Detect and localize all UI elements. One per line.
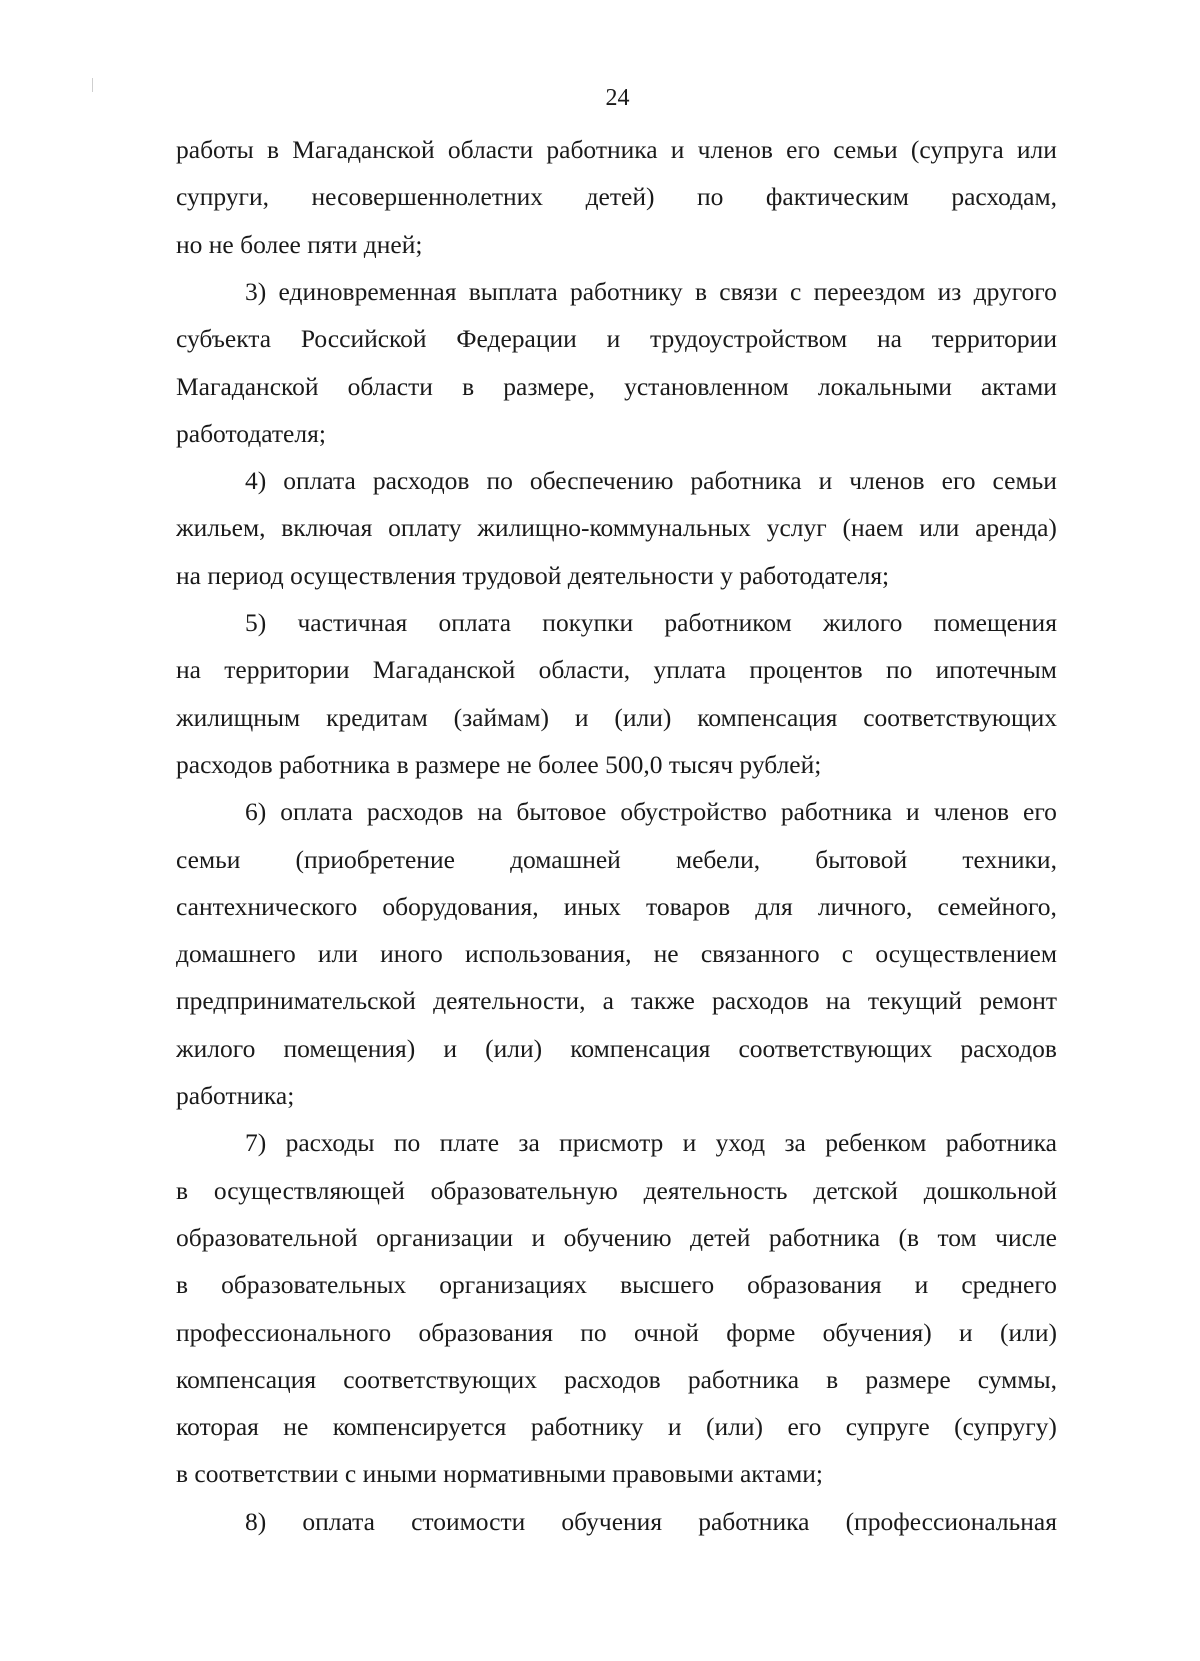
text-line: в образовательных организациях высшего образования и среднего xyxy=(176,1270,1057,1300)
text-line: 4) оплата расходов по обеспечению работника и членов его семьи xyxy=(245,466,1057,496)
text-line: 5) частичная оплата покупки работником жилого помещения xyxy=(245,608,1057,637)
text-line: компенсация соответствующих расходов работника в размере суммы, xyxy=(176,1364,1057,1394)
text-line: профессионального образования по очной форме обучения) и (или) xyxy=(176,1317,1057,1347)
text-line: 6) оплата расходов на бытовое обустройство работника и членов его xyxy=(245,797,1057,827)
text-line: семьи (приобретение домашней мебели, бытовой техники, xyxy=(176,844,1057,874)
text-line: в осуществляющей образовательную деятельность детской дошкольной xyxy=(176,1175,1057,1205)
text-line: жилищным кредитам (займам) и (или) компенсация соответствующих xyxy=(176,702,1057,732)
text-line: работодателя; xyxy=(176,418,326,448)
text-line: 8) оплата стоимости обучения работника (профессиональная xyxy=(245,1506,1057,1536)
text-line: в соответствии с иными нормативными правовыми актами; xyxy=(176,1459,823,1489)
text-line: на период осуществления трудовой деятельности у работодателя; xyxy=(176,560,890,590)
text-line: субъекта Российской Федерации и трудоустройством на территории xyxy=(176,324,1057,354)
text-line: которая не компенсируется работнику и (или) его супруге (супругу) xyxy=(176,1412,1057,1442)
text-line: Магаданской области в размере, установленном локальными актами xyxy=(176,371,1057,401)
text-line: расходов работника в размере не более 500,0 тысяч рублей; xyxy=(176,749,822,779)
text-line: жилого помещения) и (или) компенсация соответствующих расходов xyxy=(176,1033,1057,1063)
text-line: сантехнического оборудования, иных товаров для личного, семейного, xyxy=(176,891,1057,921)
text-line: супруги, несовершеннолетних детей) по фактическим расходам, xyxy=(176,182,1057,212)
text-line: образовательной организации и обучению детей работника (в том числе xyxy=(176,1222,1057,1252)
text-line: жильем, включая оплату жилищно-коммунальных услуг (наем или аренда) xyxy=(176,513,1057,543)
text-line: 7) расходы по плате за присмотр и уход за ребенком работника xyxy=(245,1128,1057,1158)
text-line: 3) единовременная выплата работнику в связи с переездом из другого xyxy=(245,276,1057,306)
text-line: домашнего или иного использования, не связанного с осуществлением xyxy=(176,939,1057,969)
page-number: 24 xyxy=(605,85,630,111)
text-line: работы в Магаданской области работника и членов его семьи (супруга или xyxy=(176,135,1057,164)
text-line: но не более пяти дней; xyxy=(176,229,423,259)
text-line: работника; xyxy=(176,1081,295,1110)
text-line: предпринимательской деятельности, а также расходов на текущий ремонт xyxy=(176,986,1057,1016)
text-line: на территории Магаданской области, уплата процентов по ипотечным xyxy=(176,655,1057,685)
